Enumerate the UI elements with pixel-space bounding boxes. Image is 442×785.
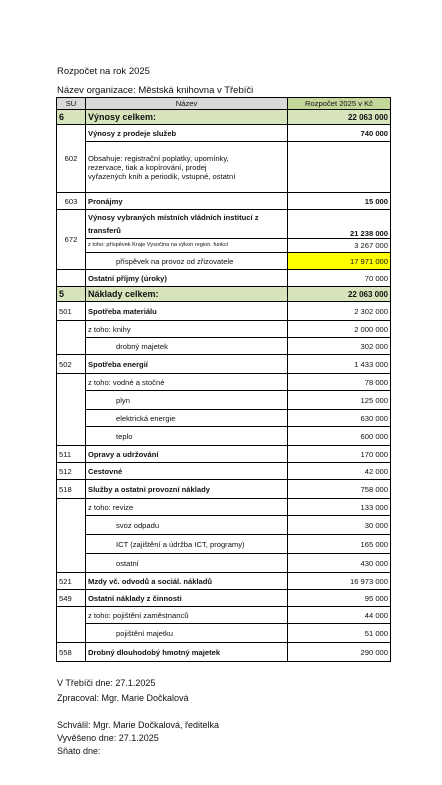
name-cell: svoz odpadu xyxy=(86,516,288,535)
table-row xyxy=(57,355,391,374)
name-cell: Mzdy vč. odvodů a sociál. nákladů xyxy=(86,573,288,590)
table-row xyxy=(57,480,391,499)
name-cell: Ostatní příjmy (úroky) xyxy=(86,270,288,287)
value-cell: 740 000 xyxy=(288,125,391,142)
name-cell: Ostatní náklady z činnosti xyxy=(86,590,288,607)
name-cell: z toho: pojištění zaměstnanců xyxy=(86,607,288,624)
table-row xyxy=(57,499,391,516)
organization-name: Název organizace: Městská knihovna v Třebíči xyxy=(57,85,254,96)
name-cell: pojištění majetku xyxy=(86,624,288,643)
header-name: Název xyxy=(86,98,288,110)
value-cell: 22 063 000 xyxy=(288,110,391,125)
value-cell: 42 000 xyxy=(288,463,391,480)
table-row xyxy=(57,516,391,535)
value-cell: 30 000 xyxy=(288,516,391,535)
value-cell: 21 238 000 xyxy=(288,210,391,239)
table-row xyxy=(57,590,391,607)
name-cell: z toho: vodné a stočné xyxy=(86,374,288,391)
name-cell: z toho: knihy xyxy=(86,321,288,338)
footer-prepared: Zpracoval: Mgr. Marie Dočkalová xyxy=(57,693,189,703)
name-cell: z toho: příspěvek Kraje Vysočina na výkon region. funkcí xyxy=(86,239,288,253)
table-row xyxy=(57,535,391,554)
name-cell xyxy=(86,142,288,193)
table-row xyxy=(57,302,391,321)
name-cell: příspěvek na provoz od zřizovatele xyxy=(86,253,288,270)
value-cell: 22 063 000 xyxy=(288,287,391,302)
table-row xyxy=(57,607,391,624)
table-row xyxy=(57,374,391,391)
table-row xyxy=(57,427,391,446)
value-cell: 16 973 000 xyxy=(288,573,391,590)
value-cell: 170 000 xyxy=(288,446,391,463)
value-cell: 51 000 xyxy=(288,624,391,643)
table-row xyxy=(57,210,391,239)
name-cell: elektrická energie xyxy=(86,410,288,427)
table-row xyxy=(57,253,391,270)
table-row xyxy=(57,193,391,210)
value-cell: 78 000 xyxy=(288,374,391,391)
revenue-total-row xyxy=(57,110,391,125)
budget-table xyxy=(56,97,391,662)
su-cell: 602 xyxy=(57,125,86,193)
header-budget: Rozpočet 2025 v Kč xyxy=(288,98,391,110)
name-cell: z toho: revize xyxy=(86,499,288,516)
table-row xyxy=(57,321,391,338)
header-su: SU xyxy=(57,98,86,110)
su-cell xyxy=(57,321,86,355)
table-row xyxy=(57,554,391,573)
name-cell: Pronájmy xyxy=(86,193,288,210)
name-cell: Spotřeba energií xyxy=(86,355,288,374)
table-row xyxy=(57,446,391,463)
value-cell: 600 000 xyxy=(288,427,391,446)
su-cell xyxy=(57,270,86,287)
value-cell: 290 000 xyxy=(288,643,391,662)
table-row xyxy=(57,270,391,287)
table-row xyxy=(57,410,391,427)
description-line: vyřazených knih a periodik, vstupné, ostatní xyxy=(88,171,236,181)
value-cell: 70 000 xyxy=(288,270,391,287)
table-row xyxy=(57,142,391,193)
table-row xyxy=(57,573,391,590)
name-cell: Výnosy z prodeje služeb xyxy=(86,125,288,142)
su-cell xyxy=(57,607,86,643)
value-cell: 165 000 xyxy=(288,535,391,554)
value-cell: 758 000 xyxy=(288,480,391,499)
table-row xyxy=(57,239,391,253)
name-cell: Výnosy vybraných místních vládních institucí z transferů xyxy=(86,210,288,239)
su-cell: 502 xyxy=(57,355,86,374)
table-row xyxy=(57,624,391,643)
value-cell-highlighted: 17 971 000 xyxy=(288,253,391,270)
description-line: Obsahuje: registrační poplatky, upomínky, xyxy=(88,153,229,163)
su-cell: 5 xyxy=(57,287,86,302)
su-cell: 558 xyxy=(57,643,86,662)
name-cell: Výnosy celkem: xyxy=(86,110,288,125)
name-cell: ICT (zajištění a údržba ICT, programy) xyxy=(86,535,288,554)
name-cell: Služby a ostatní provozní náklady xyxy=(86,480,288,499)
footer-removed: Sňato dne: xyxy=(57,746,101,756)
value-cell: 1 433 000 xyxy=(288,355,391,374)
table-row xyxy=(57,463,391,480)
su-cell: 518 xyxy=(57,480,86,499)
value-cell: 133 000 xyxy=(288,499,391,516)
su-cell: 511 xyxy=(57,446,86,463)
description-line: rezervace, tiak a kopírování, prodej xyxy=(88,162,207,172)
value-cell xyxy=(288,142,391,193)
table-row xyxy=(57,338,391,355)
value-cell: 125 000 xyxy=(288,391,391,410)
footer-date: V Třebíči dne: 27.1.2025 xyxy=(57,678,156,688)
name-cell: drobný majetek xyxy=(86,338,288,355)
name-cell: Cestovné xyxy=(86,463,288,480)
su-cell xyxy=(57,374,86,446)
name-cell: Spotřeba materiálu xyxy=(86,302,288,321)
table-row xyxy=(57,125,391,142)
value-cell: 630 000 xyxy=(288,410,391,427)
name-cell: Opravy a udržování xyxy=(86,446,288,463)
su-cell xyxy=(57,499,86,573)
su-cell: 603 xyxy=(57,193,86,210)
name-cell: Drobný dlouhodobý hmotný majetek xyxy=(86,643,288,662)
value-cell: 15 000 xyxy=(288,193,391,210)
su-cell: 6 xyxy=(57,110,86,125)
table-row xyxy=(57,643,391,662)
name-cell: ostatní xyxy=(86,554,288,573)
name-cell: Náklady celkem: xyxy=(86,287,288,302)
su-cell: 521 xyxy=(57,573,86,590)
value-cell: 3 267 000 xyxy=(288,239,391,253)
table-header-row xyxy=(57,98,391,110)
table-row xyxy=(57,391,391,410)
value-cell: 2 000 000 xyxy=(288,321,391,338)
value-cell: 44 000 xyxy=(288,607,391,624)
value-cell: 430 000 xyxy=(288,554,391,573)
footer-approved: Schválil: Mgr. Marie Dočkalová, ředitelka xyxy=(57,720,220,730)
su-cell: 549 xyxy=(57,590,86,607)
value-cell: 2 302 000 xyxy=(288,302,391,321)
su-cell: 672 xyxy=(57,210,86,270)
value-cell: 95 000 xyxy=(288,590,391,607)
footer-posted: Vyvěšeno dne: 27.1.2025 xyxy=(57,733,159,743)
name-cell: plyn xyxy=(86,391,288,410)
su-cell: 501 xyxy=(57,302,86,321)
document-title: Rozpočet na rok 2025 xyxy=(57,66,150,77)
name-cell: teplo xyxy=(86,427,288,446)
cost-total-row xyxy=(57,287,391,302)
su-cell: 512 xyxy=(57,463,86,480)
value-cell: 302 000 xyxy=(288,338,391,355)
